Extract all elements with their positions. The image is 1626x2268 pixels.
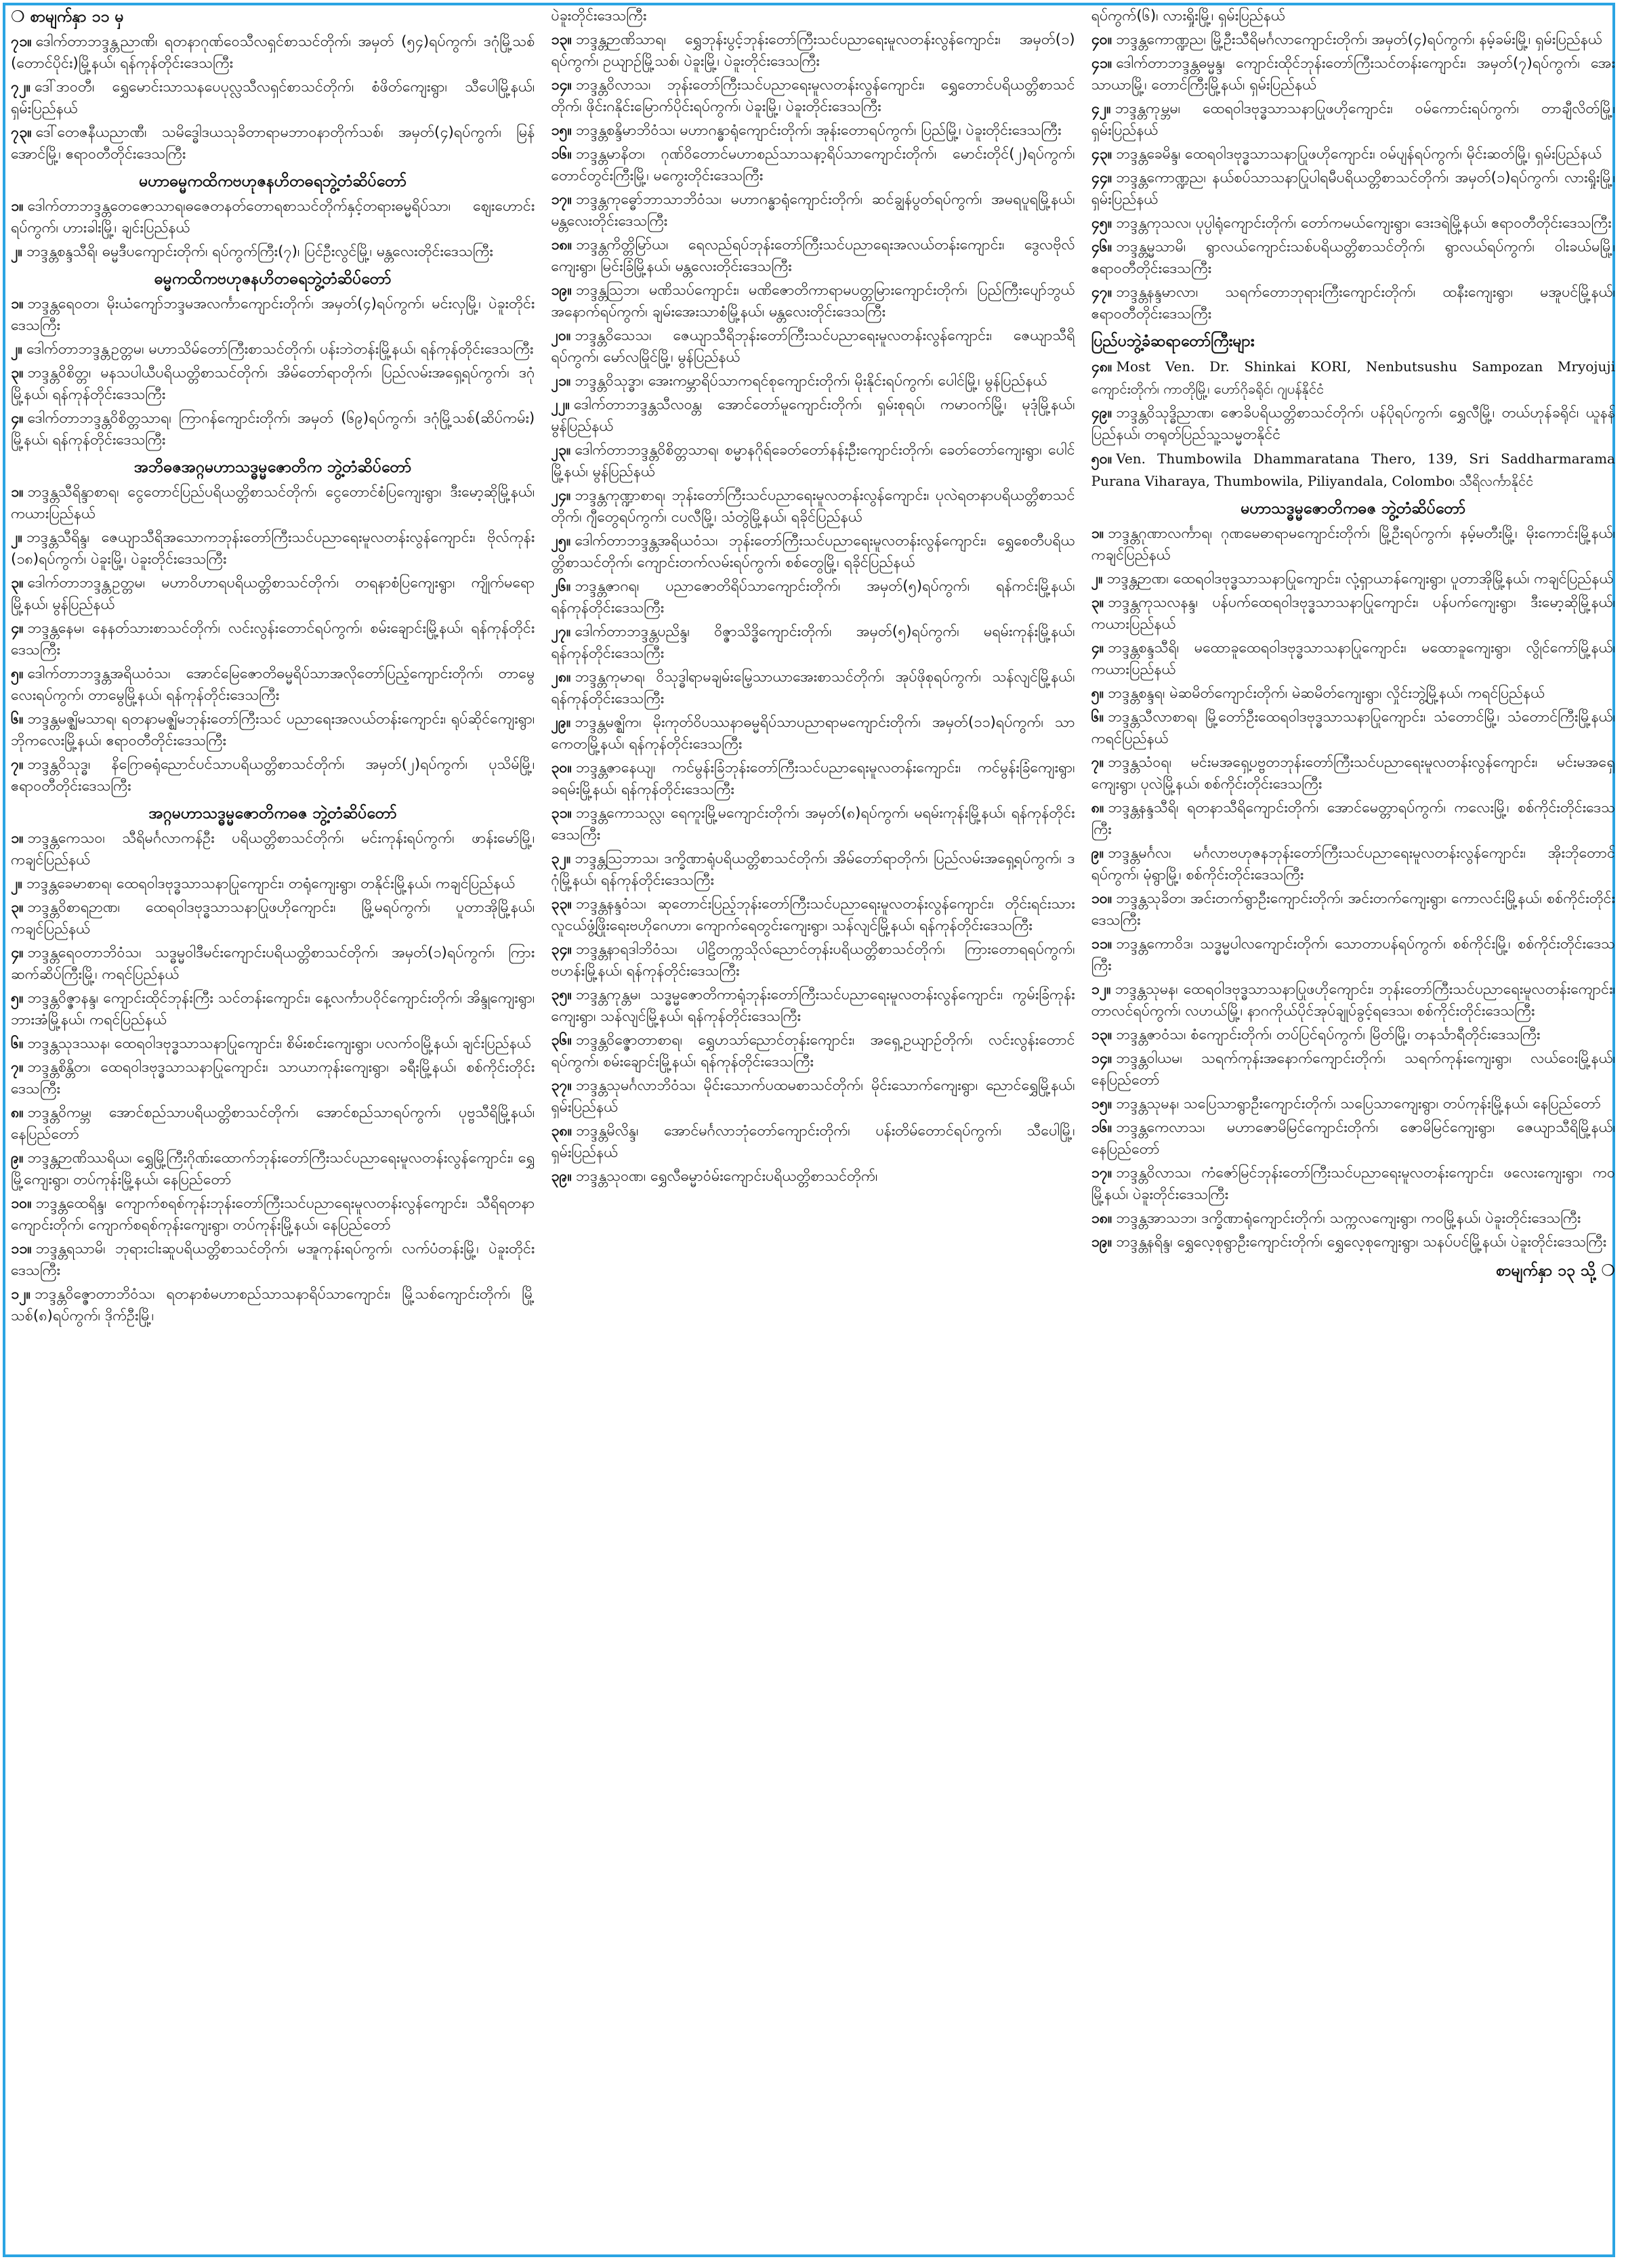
item-number: ၁၀။ xyxy=(1091,890,1112,907)
list-item xyxy=(11,527,535,570)
list-item xyxy=(11,122,535,165)
item-text: ဘဒ္ဒန္တစန္ဒသီရိ၊ ဓမ္မဒီပကျောင်းတိုက်၊ ရပ်ကွက်ကြီး(၇)၊ ပြင်ဦးလွင်မြို့၊ မန္တလေးတိုင်းဒေသကြီး xyxy=(26,243,493,260)
list-item xyxy=(1091,523,1615,566)
item-number: ၄။ xyxy=(11,620,24,637)
list-item xyxy=(11,1033,535,1055)
list-item xyxy=(1091,1093,1615,1115)
item-text: ဘဒ္ဒန္တဝိဇ္ဇာနန္ဒ၊ ကျောင်းထိုင်ဘုန်းကြီး သင်တန်းကျောင်း၊ နေ့လင်္ကာပဝိုင်ကျောင်းတိုက်၊ အိန္ဒုကျေးရွာ၊ ဘားအံမြို့နယ်၊ ကရင်ပြည်နယ် xyxy=(11,990,535,1028)
list-item xyxy=(1091,592,1615,635)
item-number: ၉။ xyxy=(1091,845,1104,862)
list-item xyxy=(1091,167,1615,211)
list-item xyxy=(11,1102,535,1146)
item-text: ဘဒ္ဒန္တမဇ္ဈိက၊ မိုးကုတ်ဝိပဿနာဓမ္မရိပ်သာပညာရာမကျောင်းတိုက်၊ အမှတ်(၁၁)ရပ်ကွက်၊ သာကေတမြို့နယ်၊ ရန်ကုန်တိုင်းဒေသကြီး xyxy=(551,714,1075,753)
item-text: ဘဒ္ဒန္တသံဝရ၊ မင်းမအရှေ့ပဗ္ဗတဘုန်းတော်ကြီးသင်ပညာရေးမူလတန်းလွန်ကျောင်း၊ မင်းမအရှေ့ကျေးရွာ၊ ပုလဲမြို့နယ်၊ စစ်ကိုင်းတိုင်းဒေသကြီး xyxy=(1091,754,1615,793)
column-right xyxy=(1091,5,1615,2254)
list-item xyxy=(1091,568,1615,590)
item-text: ဘဒ္ဒန္တနန္ဒသီရိ၊ ရတနာသီရိကျောင်းတိုက်၊ အောင်မေတ္တာရပ်ကွက်၊ ကလေးမြို့၊ စစ်ကိုင်းတိုင်းဒေသကြီး xyxy=(1091,799,1615,838)
item-text: ဘဒ္ဒန္တရေဝတ၊ မိုးယံကျော်ဘဒ္ဒမအလင်္ကာကျောင်းတိုက်၊ အမှတ်(၄)ရပ်ကွက်၊ မင်းလှမြို့၊ ပဲခူးတိုင်းဒေသကြီး xyxy=(11,295,535,334)
item-number: ၁၈။ xyxy=(1091,1210,1112,1227)
item-number: ၂။ xyxy=(11,875,23,892)
item-text: ဒေါက်တာဘဒ္ဒန္တပညိန္ဒ၊ ဝိဇ္ဇာသိဒ္ဓိကျောင်းတိုက်၊ အမှတ်(၅)ရပ်ကွက်၊ မရမ်းကုန်းမြို့နယ်၊ ရန်ကုန်တိုင်းဒေသကြီး xyxy=(551,623,1075,662)
item-text: ဒေါက်တာဘဒ္ဒန္တဥတ္တမ၊ မဟာသိမ်တော်ကြီးစာသင်တိုက်၊ ပန်းဘဲတန်းမြို့နယ်၊ ရန်ကုန်တိုင်းဒေသကြီး xyxy=(26,341,534,358)
item-text: ဘဒ္ဒန္တဝိဇ္ဇောတာစာရ၊ ရွှေဟသာ်ညောင်တုန်းကျောင်း၊ အရှေ့ဥယျာဉ်တိုက်၊ လင်းလွန်းတောင်ရပ်ကွက်၊ စမ်းချောင်းမြို့နယ်၊ ရန်ကုန်တိုင်းဒေသကြီး xyxy=(551,1032,1075,1070)
list-item xyxy=(11,362,535,406)
item-text: ဘဒ္ဒန္တသုဝဏ၊ ရွှေလီဓမ္မာဝံမ်းကျောင်းပရိယတ္တိစာသင်တိုက်၊ xyxy=(576,1168,878,1185)
item-text: ဘဒ္ဒန္တသုဒဿန၊ ထေရဝါဒဗုဒ္ဓသာသနာပြုကျောင်း၊ စိမ်းစင်းကျေးရွာ၊ ပလက်ဝမြို့နယ်၊ ချင်းပြည်နယ် xyxy=(27,1035,531,1052)
item-number: ၁၆။ xyxy=(1091,1119,1112,1136)
item-number: ၃။ xyxy=(11,574,24,591)
item-text: ဒေါက်တာဘဒ္ဒန္တအရိယဝံသ၊ အောင်မြေဇောတိဓမ္မရိပ်သာအလိုတော်ပြည့်ကျောင်းတိုက်၊ တာမွေလေးရပ်ကွက်၊ တာမွေမြို့နယ်၊ ရန်ကုန်တိုင်းဒေသကြီး xyxy=(11,665,535,704)
item-number: ၃၈။ xyxy=(551,1122,572,1139)
list-item xyxy=(1091,843,1615,886)
item-number: ၁။ xyxy=(11,295,24,312)
item-number: ၄၀။ xyxy=(1091,31,1112,48)
item-number: ၃၇။ xyxy=(551,1077,572,1094)
item-number: ၁၆။ xyxy=(551,146,572,163)
list-item xyxy=(11,618,535,661)
item-text: ဘဒ္ဒန္တသုခိတ၊ အင်းတက်ရွာဦးကျောင်းတိုက်၊ အင်းတက်ကျေးရွာ၊ ကောလင်းမြို့နယ်၊ စစ်ကိုင်းတိုင်းဒေသကြီး xyxy=(1091,890,1615,929)
item-number: ၂၂။ xyxy=(551,396,570,413)
item-number: ၄၁။ xyxy=(1091,55,1112,72)
item-number: ၁၁။ xyxy=(11,1240,32,1257)
item-number: ၂၁။ xyxy=(551,373,571,390)
item-text: ဒေါက်တာဘဒ္ဒန္တသီလဝန္တ၊ အောင်တော်မူကျောင်းတိုက်၊ ရှမ်းစုရပ်၊ ကမာဝက်မြို့၊ မုဒုံမြို့နယ်၊ မွန်ပြည်နယ် xyxy=(551,396,1075,435)
list-item xyxy=(551,576,1075,619)
list-item xyxy=(1091,1232,1615,1253)
item-number: ၃၃။ xyxy=(551,896,572,912)
item-number: ၁။ xyxy=(11,484,24,501)
list-item xyxy=(551,848,1075,891)
item-text: ဒေါ်တေဇနီယညာဏီ၊ သမိဒ္ဓေါဒယသုခိတာရာမဘာဝနာတိုက်သစ်၊ အမှတ်(၄)ရပ်ကွက်၊ မြန်အောင်မြို့၊ ဧရာဝတီတိုင်းဒေသကြီး xyxy=(11,124,535,163)
item-number: ၄၅။ xyxy=(1091,215,1112,232)
item-text: ဒေါက်တာဘဒ္ဒန္တဥတ္တမ၊ မဟာဝိဟာရပရိယတ္တိစာသင်တိုက်၊ တရနာစံပြကျေးရွာ၊ ကျိုက်မရောမြို့နယ်၊ မွန်ပြည်နယ် xyxy=(11,574,535,613)
item-number: ၄၇။ xyxy=(1091,284,1112,301)
item-number: ၂၅။ xyxy=(551,532,571,549)
item-text: ဘဒ္ဒန္တသုမန၊ ထေရဝါဒဗုဒ္ဓသာသနာပြုဖဟိုကျောင်း၊ ဘုန်းတော်ကြီးသင်ပညာရေးမူလတန်းကျောင်း၊ တာလင်ရပ်ကွက်၊ လဟယ်မြို့၊ နာဂကိုယ်ပိုင်အုပ်ချုပ်ခွင့်ရဒေသ၊ စစ်ကိုင်းတိုင်းဒေသကြီး xyxy=(1091,981,1615,1020)
list-item xyxy=(11,1057,535,1100)
list-item xyxy=(11,482,535,525)
list-item xyxy=(551,894,1075,937)
item-number: ၂။ xyxy=(11,341,23,358)
list-item xyxy=(551,1075,1075,1118)
item-number: ၁၄။ xyxy=(551,77,572,93)
item-number: ၂၄။ xyxy=(551,487,571,504)
item-number: ၇၁။ xyxy=(11,33,32,50)
list-item xyxy=(1091,448,1615,492)
item-number: ၃။ xyxy=(11,364,24,381)
item-text: ဘဒ္ဒန္တဝိသေသ၊ ဇေယျာသီရိဘုန်းတော်ကြီးသင်ပညာရေးမူလတန်းလွန်ကျောင်း၊ ဇေယျာသီရိရပ်ကွက်၊ မော်လမြိုင်မြို့၊ မွန်ပြည်နယ် xyxy=(551,327,1075,366)
item-text: ဘဒ္ဒန္တနန္ဒဝံသ၊ ဆုတောင်းပြည့်ဘုန်းတော်ကြီးသင်ပညာရေးမူလတန်းလွန်ကျောင်း၊ တိုင်းရင်းသားလူငယ်ဖွံ့ဖြိုးရေးဗဟိုဂေဟာ၊ ကျောက်ရေတွင်းကျေးရွာ၊ သန်လျင်မြို့နယ်၊ ရန်ကုန်တိုင်းဒေသကြီး xyxy=(551,896,1075,934)
item-number: ၂။ xyxy=(11,529,23,546)
list-item xyxy=(551,803,1075,846)
item-text: ဘဒ္ဒန္တရသာမိ၊ ဘုရားငါးဆူပရိယတ္တိစာသင်တိုက်၊ မအူကုန်းရပ်ကွက်၊ လက်ပံတန်းမြို့၊ ပဲခူးတိုင်းဒေသကြီး xyxy=(11,1240,535,1279)
list-item xyxy=(551,440,1075,483)
list-item xyxy=(551,189,1075,232)
section-heading: အဘိဓဇအဂ္ဂမဟာသဒ္ဓမ္မဇောတိက ဘွဲ့တံဆိပ်တော် xyxy=(133,459,412,476)
list-item xyxy=(1091,356,1615,400)
list-item xyxy=(1091,752,1615,795)
item-number: ၅၀။ xyxy=(1091,450,1112,467)
item-number: ၇။ xyxy=(11,756,24,773)
item-text: ဘဒ္ဒန္တမ္မသာမိ၊ ရွာလယ်ကျောင်းသစ်ပရိယတ္တိစာသင်တိုက်၊ ရွာလယ်ရပ်ကွက်၊ ဝါးခယ်မမြို့၊ ဧရာဝတီတိုင်းဒေသကြီး xyxy=(1091,238,1615,277)
item-text: ဘဒ္ဒန္တဝိသုဒ္ဓာ၊ အေးကမ္ဘာရိပ်သာကရင်စုကျောင်းတိုက်၊ မိုးနိုင်းရပ်ကွက်၊ ပေါင်မြို့၊ မွန်ပြည်နယ် xyxy=(575,373,1047,390)
item-number: ၈။ xyxy=(1091,799,1104,816)
item-text: Most Ven. Dr. Shinkai KORI, Nenbutsushu Sampozan Mryojuji ကျောင်းတိုက်၊ ကာတိုမြို့၊ ဟော်ဂိုခရိုင်၊ ဂျပန်နိုင်ငံ xyxy=(1091,358,1615,397)
item-number: ၄၉။ xyxy=(1091,404,1112,421)
item-text: ဒေါက်တာဘဒ္ဒန္တညာဏိ၊ ရတနာဂုဏ်ဝေသီလရှင်စာသင်တိုက်၊ အမှတ် (၅၄)ရပ်ကွက်၊ ဒဂုံမြို့သစ် (တောင်ပိုင်း)မြို့နယ်၊ ရန်ကုန်တိုင်းဒေသကြီး xyxy=(11,33,535,72)
list-item xyxy=(11,339,535,360)
item-number: ၄၆။ xyxy=(1091,238,1112,255)
item-number: ၆။ xyxy=(11,1035,24,1052)
section-heading: ဓမ္မကထိကဗဟုဇနဟိတဓရဘွဲ့တံဆိပ်တော် xyxy=(154,270,392,288)
item-text: ဘဒ္ဒန္တသြဘာသ၊ ဒက္ခိဏာရုံပရိယတ္တိစာသင်တိုက်၊ အိမ်တော်ရာတိုက်၊ ပြည်လမ်းအရှေ့ရပ်ကွက်၊ ဒဂုံမြို့နယ်၊ ရန်ကုန်တိုင်းဒေသကြီး xyxy=(551,850,1075,889)
item-text: ဘဒ္ဒန္တကုသလ၊ ပုပ္ပါရုံကျောင်းတိုက်၊ တော်ကမယ်ကျေးရွာ၊ ဒေးဒရဲမြို့နယ်၊ ဧရာဝတီတိုင်းဒေသကြီး xyxy=(1116,215,1612,232)
item-number: ၂၀။ xyxy=(551,327,571,344)
item-number: ၁၇။ xyxy=(1091,1164,1112,1181)
list-item xyxy=(551,325,1075,369)
item-number: ၁။ xyxy=(11,830,24,847)
list-item xyxy=(551,485,1075,528)
list-item xyxy=(11,408,535,451)
item-number: ၁၉။ xyxy=(551,282,572,299)
list-item xyxy=(1091,1117,1615,1160)
item-number: ၂၉။ xyxy=(551,714,571,731)
list-item xyxy=(11,828,535,871)
list-item xyxy=(551,1120,1075,1164)
item-text: ဘဒ္ဒန္တဂုဏာလင်္ကာရ၊ ဂုဏမေဓာရာမကျောင်းတိုက်၊ မြို့ဦးရပ်ကွက်၊ နမ့်မတီးမြို့၊ မိုးကောင်းမြို့နယ်၊ ကချင်ပြည်နယ် xyxy=(1091,525,1615,564)
item-number: ၇၃။ xyxy=(11,124,32,141)
item-text: ဘဒ္ဒန္တနရိန္ဒ၊ ရွှေလေ့စုရွာဦးကျောင်းတိုက်၊ ရွှေလေ့စုကျေးရွာ၊ သနပ်ပင်မြို့နယ်၊ ပဲခူးတိုင်းဒေသကြီး xyxy=(1116,1234,1607,1251)
item-number: ၁။ xyxy=(1091,525,1104,542)
list-item xyxy=(1091,53,1615,96)
list-item xyxy=(1091,144,1615,165)
section-heading: မဟာဓမ္မကထိကဗဟုဇနဟိတဓရဘွဲ့တံဆိပ်တော် xyxy=(139,173,407,190)
list-item xyxy=(1091,282,1615,325)
item-text: ဘဒ္ဒန္တခေမာစာရ၊ ထေရဝါဒဗုဒ္ဓသာသနာပြုကျောင်း၊ တရုံကျေးရွာ၊ တနိုင်းမြို့နယ်၊ ကချင်ပြည်နယ် xyxy=(26,875,516,892)
item-number: ၃၄။ xyxy=(551,941,572,958)
item-text: ဘဒ္ဒန္တဝိကမ္ဘ၊ အောင်စည်သာပရိယတ္တိစာသင်တိုက်၊ အောင်စည်သာရပ်ကွက်၊ ပုဗ္ဗသီရိမြို့နယ်၊ နေပြည်တော် xyxy=(11,1104,535,1143)
list-item xyxy=(1091,888,1615,931)
list-item xyxy=(11,1284,535,1327)
list-item xyxy=(11,709,535,752)
item-number: ၃၁။ xyxy=(551,805,572,822)
item-number: ၃၉။ xyxy=(551,1168,572,1185)
list-item xyxy=(1091,707,1615,750)
item-number: ၅။ xyxy=(1091,685,1104,702)
list-item xyxy=(1091,797,1615,841)
item-text: ဒေါက်တာဘဒ္ဒန္တဝိစိတ္တသာရ၊ ကြာဂန်ကျောင်းတိုက်၊ အမှတ် (၆၉)ရပ်ကွက်၊ ဒဂုံမြို့သစ်(ဆိပ်ကမ်း) မြို့နယ်၊ ရန်ကုန်တိုင်းဒေသကြီး xyxy=(11,410,535,448)
item-text: ဘဒ္ဒန္တကောဏ္ဍည၊ နယ်စပ်သာသနာပြုပါရမီပရိယတ္တိစာသင်တိုက်၊ အမှတ်(၁)ရပ်ကွက်၊ လားရှိုးမြို့၊ ရှမ်းပြည်နယ် xyxy=(1091,169,1615,208)
list-item xyxy=(1091,683,1615,705)
list-item xyxy=(11,754,535,797)
item-number: ၄၃။ xyxy=(1091,146,1112,163)
item-text: ဘဒ္ဒန္တကေသဝ၊ သီရိမင်္ဂလာကန်ဦး ပရိယတ္တိစာသင်တိုက်၊ မင်းကုန်းရပ်ကွက်၊ ဖာန်းမော်မြို့၊ ကချင်ပြည်နယ် xyxy=(11,830,535,868)
list-item xyxy=(551,621,1075,665)
award-lists xyxy=(11,5,1615,2254)
item-text: ဘဒ္ဒန္တခေမိန္ဒ၊ ထေရဝါဒဗုဒ္ဓသာသနာပြုဖဟိုကျောင်း၊ ဝမ်ပျန်ရပ်ကွက်၊ မိုင်းဆတ်မြို့၊ ရှမ်းပြည်နယ် xyxy=(1116,146,1602,163)
list-item xyxy=(551,280,1075,323)
item-number: ၇။ xyxy=(1091,754,1104,771)
item-text: ဘဒ္ဒန္တကုန္တမ၊ သဒ္ဓမ္မဇောတိကာရုံဘုန်းတော်ကြီးသင်ပညာရေးမူလတန်းလွန်ကျောင်း၊ ကွမ်းခြံကုန်းကျေးရွာ၊ သန်လျင်မြို့နယ်၊ ရန်ကုန်တိုင်းဒေသကြီး xyxy=(551,986,1075,1025)
item-text: ဘဒ္ဒန္တဝိသုဒ္ဓိညာဏ၊ ဇောခိပရိယတ္တိစာသင်တိုက်၊ ပန်ပိုရပ်ကွက်၊ ရွှေလီမြို့၊ တယ်ဟုန်ခရိုင်၊ ယူနန်ပြည်နယ်၊ တရုတ်ပြည်သူ့သမ္မတနိုင်ငံ xyxy=(1091,404,1615,443)
item-text: ဘဒ္ဒန္တကုမာရ၊ ဝိသုဒ္ဓါရာမချမ်းမြေ့သာယာအေးစာသင်တိုက်၊ အုပ်ဖိုစုရပ်ကွက်၊ သန်လျင်မြို့နယ်၊ ရန်ကုန်တိုင်းဒေသကြီး xyxy=(551,669,1075,707)
item-number: ၃၀။ xyxy=(551,759,572,776)
item-text: ဒေါ်ဒာဝတီ၊ ရွှေမောင်းသာသနပေပုလ္လသီလရှင်စာသင်တိုက်၊ စံဖိတ်ကျေးရွာ၊ သီပေါမြို့နယ်၊ ရှမ်းပြည်နယ် xyxy=(11,79,535,117)
list-item xyxy=(1091,979,1615,1022)
list-item xyxy=(11,572,535,616)
item-number: ၃၅။ xyxy=(551,986,572,1003)
item-text: ဘဒ္ဒန္တဝိသုဒ္ဓ၊ နိဂြောဓရုံညောင်ပင်သာပရိယတ္တိစာသင်တိုက်၊ အမှတ်(၂)ရပ်ကွက်၊ ပုသိမ်မြို့၊ ဧရာဝတီတိုင်းဒေသကြီး xyxy=(11,756,535,795)
list-item xyxy=(1091,213,1615,234)
item-number: ၄၈။ xyxy=(1091,358,1112,375)
item-number: ၁၂။ xyxy=(11,1286,31,1303)
list-item xyxy=(11,1193,535,1236)
item-text: ဘဒ္ဒန္တကိတ္တိမြာ်ယ၊ ရေလည်ရပ်ဘုန်းတော်ကြီးသင်ပညာရေးအလယ်တန်းကျောင်း၊ ဒွေလဗိုလ်ကျေးရွာ၊ မြင်းခြံမြို့နယ်၊ မန္တလေးတိုင်းဒေသကြီး xyxy=(551,236,1075,275)
item-text: ဘဒ္ဒန္တမင်္ဂလ၊ မင်္ဂလာဗဟုဇနဘုန်းတော်ကြီးသင်ပညာရေးမူလတန်းလွန်ကျောင်း၊ အိုးဘိုတောင်ရပ်ကွက်၊ မုံရွာမြို့၊ စစ်ကိုင်းတိုင်းဒေသကြီး xyxy=(1091,845,1615,883)
item-text: ဘဒ္ဒန္တသုမင်္ဂလာဘိဝံသ၊ မိုင်းသောက်ပထမစာသင်တိုက်၊ မိုင်းသောက်ကျေးရွာ၊ ညောင်ရွှေမြို့နယ်၊ ရှမ်းပြည်နယ် xyxy=(551,1077,1075,1116)
list-item xyxy=(1091,98,1615,142)
list-item xyxy=(11,1238,535,1282)
item-number: ၆။ xyxy=(1091,709,1104,726)
item-text: ဘဒ္ဒန္တသြဘ၊ မဏိသပ်ကျောင်း၊ မဏိဇောတိကာရာမပတ္တမြားကျောင်းတိုက်၊ ပြည်ကြီးပျော်ဘွယ်အနောက်ရပ်ကွက်၊ ချမ်းအေးသာစံမြို့နယ်၊ မန္တလေးတိုင်းဒေသကြီး xyxy=(551,282,1075,320)
list-item xyxy=(551,939,1075,982)
item-text: ဘဒ္ဒန္တစန္ဒိမာဘိဝံသ၊ မဟာဂန္ဓာရုံကျောင်းတိုက်၊ အုန်းတောရပ်ကွက်၊ ပြည်မြို့၊ ပဲခူးတိုင်းဒေသကြီး xyxy=(576,122,1062,139)
item-number: ၄။ xyxy=(11,944,24,961)
list-item xyxy=(551,144,1075,187)
item-number: ၆။ xyxy=(11,711,24,728)
item-text: ဒေါက်တာဘဒ္ဒန္တအရိယဝံသ၊ ဘုန်းတော်ကြီးသင်ပညာရေးမူလတန်းလွန်ကျောင်း၊ ရွှေစေတီပရိယတ္တိစာသင်တိုက်၊ ကျောင်းတက်လမ်းရပ်ကွက်၊ စစ်တွေမြို့၊ ရခိုင်ပြည်နယ် xyxy=(551,532,1075,571)
entry-continuation: ရပ်ကွက်(၆)၊ လားရှိုးမြို့၊ ရှမ်းပြည်နယ် xyxy=(1091,7,1285,24)
item-number: ၁၂။ xyxy=(1091,981,1111,998)
item-number: ၃။ xyxy=(1091,594,1104,611)
list-item xyxy=(11,942,535,986)
item-text: ဘဒ္ဒန္တရေဝတာဘိဝံသ၊ သဒ္ဓမ္မဝါဒီမင်းကျောင်းပရိယတ္တိစာသင်တိုက်၊ အမှတ်(၁)ရပ်ကွက်၊ ကြားဆက်ဆိပ်ကြီးမြို့၊ ကရင်ပြည်နယ် xyxy=(11,944,535,983)
list-item xyxy=(1091,236,1615,280)
item-text: ဘဒ္ဒန္တကုသလနန္ဒ၊ ပန်ပက်ထေရဝါဒဗုဒ္ဓသာသနာပြုကျောင်း၊ ပန်ပက်ကျေးရွာ၊ ဒီးမော့ဆိုမြို့နယ်၊ ကယားပြည်နယ် xyxy=(1091,594,1615,633)
item-number: ၁။ xyxy=(11,198,24,215)
list-item xyxy=(1091,402,1615,446)
item-number: ၄။ xyxy=(1091,639,1104,656)
list-item xyxy=(551,984,1075,1028)
item-number: ၄။ xyxy=(11,410,24,427)
item-text: ဘဒ္ဒန္တဉာဏိသာရ၊ ရွှေဘုန်းပွင့်ဘုန်းတော်ကြီးသင်ပညာရေးမူလတန်းလွန်ကျောင်း၊ အမှတ်(၁) ရပ်ကွက်၊ ဥယျာဉ်မြို့သစ်၊ ပဲခူးမြို့၊ ပဲခူးတိုင်းဒေသကြီး xyxy=(551,31,1075,70)
list-item xyxy=(551,1030,1075,1073)
item-text: ဘဒ္ဒန္တအာသဘ၊ ဒက္ခိဏာရုံကျောင်းတိုက်၊ သက္ကလကျေးရွာ၊ ကဝမြို့နယ်၊ ပဲခူးတိုင်းဒေသကြီး xyxy=(1116,1210,1581,1227)
item-text: ဘဒ္ဒန္တစန္ဒသီရိ၊ မထောခူထေရဝါဒဗုဒ္ဓသာသနာပြုကျောင်း၊ မထောခူကျေးရွာ၊ လွိုင်ကော်မြို့နယ်၊ ကယားပြည်နယ် xyxy=(1091,639,1615,678)
item-text: ဘဒ္ဒန္တကောဝိဒ၊ သဒ္ဓမ္မပါလကျောင်းတိုက်၊ သောတာပန်ရပ်ကွက်၊ စစ်ကိုင်းမြို့၊ စစ်ကိုင်းတိုင်းဒေသကြီး xyxy=(1091,936,1615,974)
section-heading: အဂ္ဂမဟာသဒ္ဓမ္မဇောတိကဓဇ ဘွဲ့တံဆိပ်တော် xyxy=(148,805,397,822)
list-item xyxy=(1091,29,1615,51)
item-number: ၃။ xyxy=(11,899,24,916)
list-item xyxy=(551,371,1075,392)
item-number: ၉။ xyxy=(11,1150,24,1167)
item-text: ဘဒ္ဒန္တဝါယမ၊ သရက်ကုန်းအနောက်ကျောင်းတိုက်၊ သရက်ကုန်းကျေးရွာ၊ လယ်ဝေးမြို့နယ်၊ နေပြည်တော် xyxy=(1091,1050,1615,1089)
item-text: ဘဒ္ဒန္တနေမ၊ နေနတ်သားစာသင်တိုက်၊ လင်းလွန်းတောင်ရပ်ကွက်၊ စမ်းချောင်းမြို့နယ်၊ ရန်ကုန်တိုင်းဒေသကြီး xyxy=(11,620,535,658)
section-heading: မဟာသဒ္ဓမ္မဇောတိကဓဇ ဘွဲ့တံဆိပ်တော် xyxy=(1241,500,1466,518)
item-text: ဘဒ္ဒန္တမိလိန္ဒ၊ အောင်မင်္ဂလာဘုံတော်ကျောင်းတိုက်၊ ပန်းတိမ်တောင်ရပ်ကွက်၊ သီပေါမြို့၊ ရှမ်းပြည်နယ် xyxy=(551,1122,1075,1161)
item-text: ဘဒ္ဒန္တမာနိတ၊ ဂုဏ်ဝိတောင်မဟာစည်သာသနာ့ရိပ်သာကျောင်းတိုက်၊ မောင်းတိုင်(၂)ရပ်ကွက်၊ တောင်တွင်းကြီးမြို့၊ မကွေးတိုင်းဒေသကြီး xyxy=(551,146,1075,184)
list-item xyxy=(1091,1048,1615,1091)
item-text: ဘဒ္ဒန္တဉာဏ၊ ထေရဝါဒဗုဒ္ဓသာသနာပြုကျောင်း၊ လုံ့ရှာယာန်ကျေးရွာ၊ ပူတာအိုမြို့နယ်၊ ကချင်ပြည်နယ် xyxy=(1106,570,1614,587)
entry-continuation: ပဲခူးတိုင်းဒေသကြီး xyxy=(551,7,647,24)
item-number: ၇။ xyxy=(11,1059,24,1076)
list-item xyxy=(11,663,535,707)
item-text: ဘဒ္ဒန္တကောဏ္ဍည၊ မြို့ဦးသီရိမင်္ဂလာကျောင်းတိုက်၊ အမှတ်(၄)ရပ်ကွက်၊ နမ့်ခမ်းမြို့၊ ရှမ်းပြည်နယ် xyxy=(1116,31,1602,48)
list-item xyxy=(551,394,1075,438)
list-item xyxy=(11,897,535,940)
item-text: ဘဒ္ဒန္တဝိဇ္ဇောတာဘိဝံသ၊ ရတနာစံမဟာစည်သာသနာရိပ်သာကျောင်း၊ မြို့သစ်ကျောင်းတိုက်၊ မြို့သစ်(၈)ရပ်ကွက်၊ ဒိုက်ဦးမြို့၊ xyxy=(11,1286,535,1324)
list-item xyxy=(551,712,1075,755)
item-text: ဘဒ္ဒန္တထေရိန္ဒ၊ ကျောက်စရစ်ကုန်းဘုန်းတော်ကြီးသင်ပညာရေးမူလတန်းလွန်ကျောင်း၊ သီရိရတနာကျောင်းတိုက်၊ ကျောက်စရစ်ကုန်းကျေးရွာ၊ တပ်ကုန်းမြို့နယ်၊ နေပြည်တော် xyxy=(11,1195,535,1234)
item-number: ၄၄။ xyxy=(1091,169,1112,186)
column-left xyxy=(11,5,535,2254)
list-item xyxy=(551,667,1075,710)
item-text: ဘဒ္ဒန္တစန္ဒရ၊ မဲဆမိတ်ကျောင်းတိုက်၊ မဲဆမိတ်ကျေးရွာ၊ လှိုင်းဘွဲ့မြို့နယ်၊ ကရင်ပြည်နယ် xyxy=(1108,685,1545,702)
list-item xyxy=(551,29,1075,72)
list-item xyxy=(1091,637,1615,681)
item-number: ၁၇။ xyxy=(551,191,572,208)
item-text: ဘဒ္ဒန္တနန္ဒမာလာ၊ သရက်တောဘုရားကြီးကျောင်းတိုက်၊ ထနီးကျေးရွာ၊ မအူပင်မြို့နယ်၊ ဧရာဝတီတိုင်းဒေသကြီး xyxy=(1091,284,1615,322)
item-number: ၄၂။ xyxy=(1091,100,1111,117)
list-item xyxy=(11,988,535,1031)
item-text: ဘဒ္ဒန္တကုမ္ဘမ၊ ထေရဝါဒဗုဒ္ဓသာသနာပြုဖဟိုကျောင်း၊ ဝမ်ကောင်းရပ်ကွက်၊ တာချီလိတ်မြို့၊ ရှမ်းပြည်နယ် xyxy=(1091,100,1615,139)
item-text: Ven. Thumbowila Dhammaratana Thero, 139, Sri Saddharmarama Purana Viharaya, Thumbowila, Piliyandala, Colombo၊ သီရိလင်္ကာနိုင်ငံ xyxy=(1091,450,1615,489)
item-text: ဘဒ္ဒန္တသီရိန္ဒာစာရ၊ ငွေတောင်ပြည်ပရိယတ္တိစာသင်တိုက်၊ ငွေတောင်စံပြကျေးရွာ၊ ဒီးမော့ဆိုမြို့နယ်၊ ကယားပြည်နယ် xyxy=(11,484,535,522)
list-item xyxy=(11,241,535,263)
list-item xyxy=(11,77,535,120)
continued-to: စာမျက်နှာ ၁၃ သို့ ❍ xyxy=(1496,1262,1615,1280)
list-item xyxy=(11,873,535,895)
item-number: ၂။ xyxy=(11,243,23,260)
item-text: ဒေါက်တာဘဒ္ဒန္တဓမ္မန္ဒ၊ ကျောင်းထိုင်ဘုန်းတော်ကြီးသင်တန်းကျောင်း၊ အမှတ်(၇)ရပ်ကွက်၊ အေးသာယာမြို့၊ တောင်ကြီးမြို့နယ်၊ ရှမ်းပြည်နယ် xyxy=(1091,55,1615,93)
item-number: ၅။ xyxy=(11,665,24,682)
item-text: ဘဒ္ဒန္တဇာဝံသ၊ စံကျောင်းတိုက်၊ တပ်ပြင်ရပ်ကွက်၊ မြိတ်မြို့၊ တနင်္သာရီတိုင်းဒေသကြီး xyxy=(1116,1026,1541,1043)
item-text: ဘဒ္ဒန္တသုမန၊ သပြေသာရွာဦးကျောင်းတိုက်၊ သပြေသာကျေးရွာ၊ တပ်ကုန်းမြို့နယ်၊ နေပြည်တော် xyxy=(1116,1095,1602,1112)
item-text: ဘဒ္ဒန္တနာရဒါဘိဝံသ၊ ပါဠိတက္ကသိုလ်ညောင်တုန်းပရိယတ္တိစာသင်တိုက်၊ ကြားတောရရပ်ကွက်၊ ဗဟန်းမြို့နယ်၊ ရန်ကုန်တိုင်းဒေသကြီး xyxy=(551,941,1075,980)
item-number: ၁၁။ xyxy=(1091,936,1112,952)
column-middle xyxy=(551,5,1075,2254)
list-item xyxy=(1091,1208,1615,1230)
item-text: ဒေါက်တာဘဒ္ဒန္တတေဇောသာရ၊ဓဇေတနတ်တောရစာသင်တိုက်နှင့်တရားဓမ္မရိပ်သာ၊ ဈေးဟောင်းရပ်ကွက်၊ ဟားခါးမြို့၊ ချင်းပြည်နယ် xyxy=(11,198,535,236)
item-text: ဘဒ္ဒန္တကောသလ္လ၊ ရေကူးမြို့မကျောင်းတိုက်၊ အမှတ်(၈)ရပ်ကွက်၊ မရမ်းကုန်းမြို့နယ်၊ ရန်ကုန်တိုင်းဒေသကြီး xyxy=(551,805,1075,843)
item-number: ၂၆။ xyxy=(551,578,571,595)
item-number: ၁၃။ xyxy=(1091,1026,1112,1043)
item-text: ဘဒ္ဒန္တမဇ္ဈိမသာရ၊ ရတနာမဇ္ဈိမဘုန်းတော်ကြီးသင် ပညာရေးအလယ်တန်းကျောင်း၊ ရုပ်ဆိုင်ကျေးရွာ၊ ဘိုကလေးမြို့နယ်၊ ဧရာဝတီတိုင်းဒေသကြီး xyxy=(11,711,535,749)
item-text: ဘဒ္ဒန္တစိန္တိတ၊ ထေရဝါဒဗုဒ္ဓသာသနာပြုကျောင်း၊ သာယာကုန်းကျေးရွာ၊ ခရီးမြို့နယ်၊ စစ်ကိုင်းတိုင်းဒေသကြီး xyxy=(11,1059,535,1097)
list-item xyxy=(11,1148,535,1191)
list-item xyxy=(551,757,1075,801)
item-number: ၁၄။ xyxy=(1091,1050,1112,1067)
list-item xyxy=(11,31,535,75)
item-number: ၁၅။ xyxy=(1091,1095,1112,1112)
item-number: ၈။ xyxy=(11,1104,24,1121)
item-number: ၁၈။ xyxy=(551,236,572,253)
item-text: ဘဒ္ဒန္တသီရိန္ဒ၊ ဇေယျာသီရိအသောကဘုန်းတော်ကြီးသင်ပညာရေးမူလတန်းလွန်ကျောင်း၊ ဗိုလ်ကုန်း (၁၈)ရပ်ကွက်၊ ပဲခူးမြို့၊ ပဲခူးတိုင်းဒေသကြီး xyxy=(11,529,535,568)
list-item xyxy=(551,120,1075,142)
item-text: ဘဒ္ဒန္တဝိလာသ၊ ဘုန်းတော်ကြီးသင်ပညာရေးမူလတန်းလွန်ကျောင်း၊ ရွှေတောင်ပရိယတ္တိစာသင်တိုက်၊ ဖိုင်းဂနိုင်းမြောက်ပိုင်းရပ်ကွက်၊ ပဲခူးမြို့၊ ပဲခူးတိုင်းဒေသကြီး xyxy=(551,77,1075,115)
item-text: ဘဒ္ဒန္တဝိစိတ္တ၊ မနသပါယီပရိယတ္တိစာသင်တိုက်၊ အိမ်တော်ရာတိုက်၊ ပြည်လမ်းအရှေ့ရပ်ကွက်၊ ဒဂုံမြို့နယ်၊ ရန်ကုန်တိုင်းဒေသကြီး xyxy=(11,364,535,403)
list-item xyxy=(1091,933,1615,977)
item-number: ၅။ xyxy=(11,990,24,1007)
item-text: ဘဒ္ဒန္တကေလာသ၊ မဟာဇောမိမြင်ကျောင်းတိုက်၊ ဇောမိမြင်ကျေးရွာ၊ ဇေယျာသီရိမြို့နယ်၊ နေပြည်တော် xyxy=(1091,1119,1615,1158)
item-text: ဘဒ္ဒန္တသီလာစာရ၊ မြို့တော်ဦးထေရဝါဒဗုဒ္ဓသာသနာပြုကျောင်း၊ သံတောင်မြို့၊ သံတောင်ကြီးမြို့နယ်၊ ကရင်ပြည်နယ် xyxy=(1091,709,1615,747)
item-number: ၃၆။ xyxy=(551,1032,572,1049)
list-item xyxy=(11,293,535,337)
list-item xyxy=(11,196,535,239)
item-text: ဘဒ္ဒန္တဝိလာသ၊ ကံဇော်မြင်ဘုန်းတော်ကြီးသင်ပညာရေးမူလတန်းကျောင်း၊ ဖလေးကျေးရွာ၊ ကဝမြို့နယ်၊ ပဲခူးတိုင်းဒေသကြီး xyxy=(1091,1164,1615,1203)
item-text: ဘဒ္ဒန္တဇာနေယျ၊ ကင်မွန်းခြံဘုန်းတော်ကြီးသင်ပညာရေးမူလတန်းကျောင်း၊ ကင်မွန်းခြံကျေးရွာ၊ ခရမ်းမြို့နယ်၊ ရန်ကုန်တိုင်းဒေသကြီး xyxy=(551,759,1075,798)
item-number: ၁၃။ xyxy=(551,31,572,48)
item-text: ဘဒ္ဒန္တဝိစာရဉာဏ၊ ထေရဝါဒဗုဒ္ဓသာသနာပြုဖဟိုကျောင်း၊ မြို့မရပ်ကွက်၊ ပူတာအိုမြို့နယ်၊ ကချင်ပြည်နယ် xyxy=(11,899,535,938)
item-number: ၃၂။ xyxy=(551,850,571,867)
item-number: ၁၀။ xyxy=(11,1195,32,1212)
section-heading: ပြည်ပဘွဲ့ခံဆရာတော်ကြီးများ xyxy=(1091,333,1255,350)
item-text: ဘဒ္ဒန္တကုဏ္ဍာစာရ၊ ဘုန်းတော်ကြီးသင်ပညာရေးမူလတန်းလွန်ကျောင်း၊ ပုလဲရတနာပရိယတ္တိစာသင်တိုက်၊ ဂျီတွေရပ်ကွက်၊ ငပလီမြို့၊ သံတွဲမြို့နယ်၊ ရခိုင်ပြည်နယ် xyxy=(551,487,1075,526)
item-number: ၁၅။ xyxy=(551,122,572,139)
item-number: ၂၃။ xyxy=(551,442,571,459)
item-text: ဘဒ္ဒန္တဇာဂရ၊ ပညာဇောတိရိပ်သာကျောင်းတိုက်၊ အမှတ်(၅)ရပ်ကွက်၊ ရန်ကင်းမြို့နယ်၊ ရန်ကုန်တိုင်းဒေသကြီး xyxy=(551,578,1075,616)
list-item xyxy=(551,75,1075,118)
item-number: ၁၉။ xyxy=(1091,1234,1112,1251)
item-text: ဘဒ္ဒန္တဉာဏိဿရိယ၊ ရွှေမြို့ကြီးဂိုဏ်းထောက်ဘုန်းတော်ကြီးသင်ပညာရေးမူလတန်းလွန်ကျောင်း၊ ရွှေမြို့ကျေးရွာ၊ တပ်ကုန်းမြို့နယ်၊ နေပြည်တော် xyxy=(11,1150,535,1188)
item-number: ၂၈။ xyxy=(551,669,571,686)
list-item xyxy=(1091,1024,1615,1046)
continued-from: ❍ စာမျက်နှာ ၁၁ မှ xyxy=(11,8,124,26)
list-item xyxy=(551,234,1075,278)
item-number: ၇၂။ xyxy=(11,79,31,96)
item-number: ၂။ xyxy=(1091,570,1103,587)
item-text: ဘဒ္ဒန္တကုဓ္ဓော်ဘာသာဘိဝံသ၊ မဟာဂန္ဓာရုံကျောင်းတိုက်၊ ဆင်ချွန်ပွတ်ရပ်ကွက်၊ အမရပူရမြို့နယ်၊ မန္တလေးတိုင်းဒေသကြီး xyxy=(551,191,1075,230)
list-item xyxy=(551,1166,1075,1188)
item-number: ၂၇။ xyxy=(551,623,571,640)
item-text: ဒေါက်တာဘဒ္ဒန္တဝိစိတ္တသာရ၊ စမ္မာနဂိုရ်ခေတ်တော်နန်းဦးကျောင်းတိုက်၊ ခေတ်တော်ကျေးရွာ၊ ပေါင်မြို့နယ်၊ မွန်ပြည်နယ် xyxy=(551,442,1075,480)
list-item xyxy=(1091,1162,1615,1206)
list-item xyxy=(551,530,1075,574)
